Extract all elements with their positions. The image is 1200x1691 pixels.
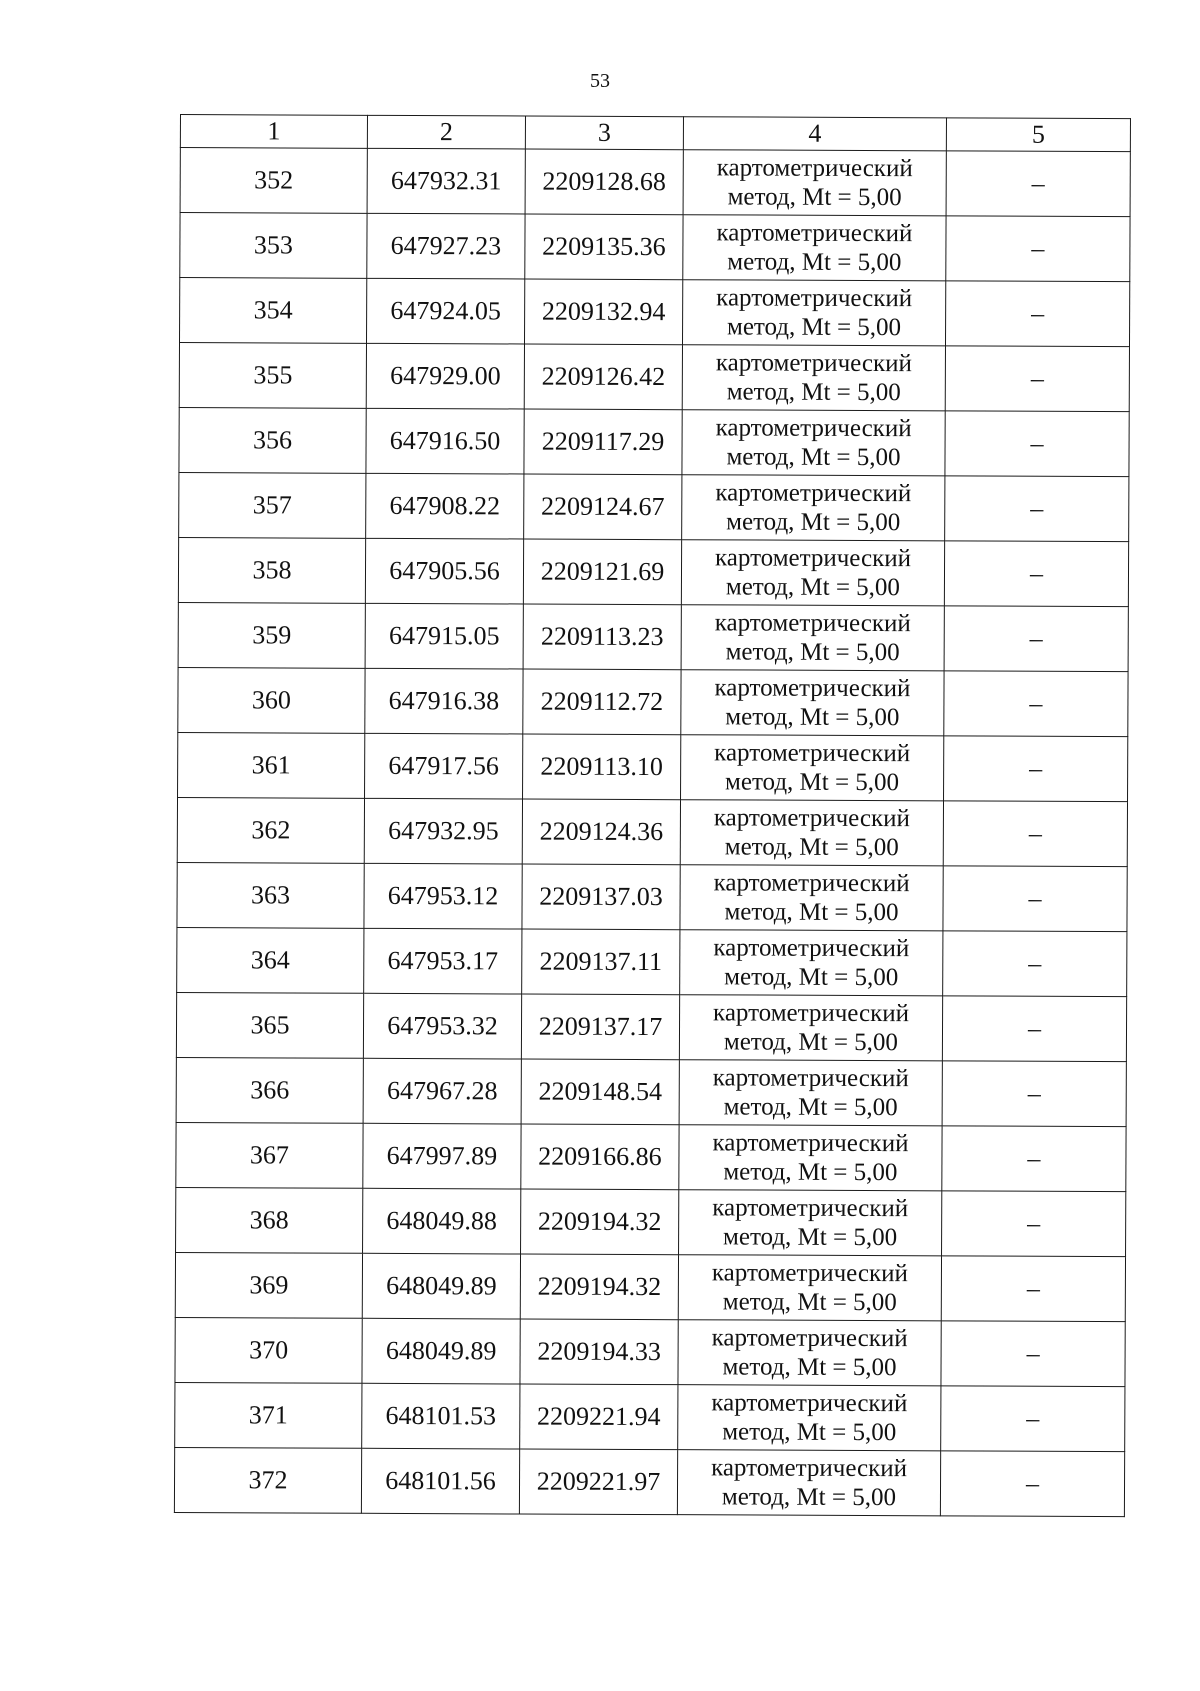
method-line-2: метод, Mt = 5,00	[725, 703, 900, 732]
y-coordinate-cell: 2209113.23	[523, 604, 681, 670]
method-cell	[682, 345, 945, 411]
method-line-1: картометрический	[713, 803, 910, 832]
x-coordinate-cell: 647929.00	[366, 343, 524, 409]
y-coordinate-cell: 2209166.86	[521, 1124, 679, 1190]
table-row	[177, 927, 1127, 996]
point-number-cell: 362	[177, 797, 364, 863]
point-number-cell: 367	[176, 1122, 363, 1188]
y-coordinate-cell: 2209117.29	[524, 409, 682, 475]
x-coordinate-cell: 647917.56	[365, 733, 523, 799]
point-number-cell: 366	[176, 1057, 363, 1123]
table-row	[174, 1447, 1124, 1516]
point-number-cell: 368	[176, 1187, 363, 1253]
method-cell	[681, 735, 944, 801]
point-number-cell: 370	[175, 1317, 362, 1383]
method-line-2: метод, Mt = 5,00	[726, 313, 902, 342]
method-cell	[680, 930, 943, 996]
method-line-1: картометрический	[712, 1063, 909, 1092]
method-line-1: картометрический	[711, 1258, 908, 1287]
table-row	[176, 1187, 1126, 1256]
method-line-1: картометрический	[716, 153, 913, 182]
point-number-cell: 356	[179, 407, 366, 473]
method-line-1: картометрический	[713, 998, 910, 1027]
table-row	[176, 1057, 1126, 1126]
point-number-cell: 359	[178, 602, 365, 668]
method-line-2: метод, Mt = 5,00	[722, 1353, 897, 1382]
method-cell	[679, 1125, 942, 1191]
note-cell: –	[940, 1451, 1124, 1517]
y-coordinate-cell: 2209126.42	[524, 344, 682, 410]
x-coordinate-cell: 648049.88	[363, 1188, 521, 1254]
point-number-cell: 354	[180, 278, 367, 344]
method-line-1: картометрический	[714, 608, 911, 637]
note-cell: –	[942, 996, 1126, 1062]
x-coordinate-cell: 647927.23	[367, 213, 525, 279]
point-number-cell: 360	[178, 667, 365, 733]
point-number-cell: 355	[179, 343, 366, 409]
method-cell	[679, 1060, 942, 1126]
column-header-2: 2	[367, 115, 525, 149]
y-coordinate-cell: 2209194.32	[521, 1189, 679, 1255]
y-coordinate-cell: 2209137.11	[522, 929, 680, 995]
point-number-cell: 363	[177, 862, 364, 928]
table-row	[177, 797, 1127, 866]
point-number-cell: 369	[175, 1252, 362, 1318]
y-coordinate-cell: 2209124.67	[524, 474, 682, 540]
method-line-2: метод, Mt = 5,00	[726, 378, 901, 407]
method-line-2: метод, Mt = 5,00	[727, 248, 902, 277]
header-row	[180, 115, 1130, 152]
method-line-1: картометрический	[715, 413, 912, 442]
note-cell: –	[943, 866, 1127, 932]
y-coordinate-cell: 2209137.17	[521, 994, 679, 1060]
table-row	[179, 472, 1129, 541]
table-row	[175, 1252, 1125, 1321]
y-coordinate-cell: 2209124.36	[522, 799, 680, 865]
y-coordinate-cell: 2209194.33	[520, 1319, 678, 1385]
table-row	[180, 213, 1130, 282]
column-header-4: 4	[683, 117, 946, 151]
x-coordinate-cell: 647953.12	[364, 863, 522, 929]
method-cell	[681, 605, 944, 671]
method-cell	[683, 150, 946, 216]
column-header-3: 3	[525, 116, 683, 150]
method-cell	[682, 280, 945, 346]
point-number-cell: 372	[174, 1447, 361, 1513]
method-line-2: метод, Mt = 5,00	[723, 1223, 898, 1252]
table-row	[179, 343, 1129, 412]
y-coordinate-cell: 2209135.36	[525, 214, 683, 280]
y-coordinate-cell: 2209148.54	[521, 1059, 679, 1125]
x-coordinate-cell: 647932.31	[367, 148, 525, 214]
y-coordinate-cell: 2209221.97	[519, 1449, 677, 1515]
method-cell	[679, 1190, 942, 1256]
note-cell: –	[944, 541, 1128, 607]
note-cell: –	[944, 736, 1128, 802]
table-row	[179, 407, 1129, 476]
method-line-1: картометрический	[711, 1453, 908, 1482]
point-number-cell: 358	[178, 537, 365, 603]
method-line-1: картометрический	[711, 1323, 908, 1352]
table-row	[178, 732, 1128, 801]
method-line-1: картометрический	[715, 348, 912, 377]
y-coordinate-cell: 2209121.69	[523, 539, 681, 605]
note-cell: –	[941, 1386, 1125, 1452]
method-line-1: картометрический	[713, 933, 910, 962]
note-cell: –	[944, 671, 1128, 737]
note-cell: –	[945, 281, 1129, 347]
method-line-2: метод, Mt = 5,00	[726, 443, 901, 472]
table-row	[176, 992, 1126, 1061]
x-coordinate-cell: 647953.17	[364, 928, 522, 994]
method-cell	[680, 800, 943, 866]
x-coordinate-cell: 647932.95	[364, 798, 522, 864]
method-line-1: картометрический	[715, 543, 912, 572]
table-row	[176, 1122, 1126, 1191]
x-coordinate-cell: 647916.50	[366, 408, 524, 474]
note-cell: –	[945, 346, 1129, 412]
table-row	[180, 148, 1130, 217]
table-row	[178, 667, 1128, 736]
method-line-2: метод, Mt = 5,00	[727, 183, 902, 212]
coordinates-table	[174, 114, 1131, 1517]
x-coordinate-cell: 648101.56	[361, 1448, 519, 1514]
note-cell: –	[945, 476, 1129, 542]
x-coordinate-cell: 648101.53	[362, 1383, 520, 1449]
method-cell	[678, 1255, 941, 1321]
y-coordinate-cell: 2209137.03	[522, 864, 680, 930]
method-line-2: метод, Mt = 5,00	[723, 1093, 898, 1122]
method-line-1: картометрический	[712, 1193, 909, 1222]
table-row	[175, 1382, 1125, 1451]
method-cell	[682, 475, 945, 541]
note-cell: –	[943, 931, 1127, 997]
point-number-cell: 371	[175, 1382, 362, 1448]
method-line-2: метод, Mt = 5,00	[725, 638, 900, 667]
method-cell	[681, 670, 944, 736]
note-cell: –	[944, 606, 1128, 672]
table-body	[174, 148, 1130, 1517]
method-line-2: метод, Mt = 5,00	[721, 1483, 897, 1512]
method-cell	[679, 995, 942, 1061]
method-line-2: метод, Mt = 5,00	[725, 573, 901, 602]
method-line-1: картометрический	[715, 478, 912, 507]
x-coordinate-cell: 647924.05	[367, 278, 525, 344]
x-coordinate-cell: 647905.56	[365, 538, 523, 604]
method-line-2: метод, Mt = 5,00	[722, 1288, 897, 1317]
y-coordinate-cell: 2209112.72	[523, 669, 681, 735]
table-row	[178, 537, 1128, 606]
note-cell: –	[942, 1126, 1126, 1192]
point-number-cell: 353	[180, 213, 367, 279]
method-line-1: картометрический	[716, 218, 913, 247]
method-line-2: метод, Mt = 5,00	[723, 1158, 898, 1187]
method-line-2: метод, Mt = 5,00	[724, 963, 899, 992]
x-coordinate-cell: 648049.89	[362, 1253, 520, 1319]
method-cell	[680, 865, 943, 931]
table-row	[178, 602, 1128, 671]
point-number-cell: 365	[176, 992, 363, 1058]
x-coordinate-cell: 647908.22	[366, 473, 524, 539]
method-line-1: картометрический	[712, 1128, 909, 1157]
y-coordinate-cell: 2209113.10	[523, 734, 681, 800]
point-number-cell: 352	[180, 148, 367, 214]
method-line-2: метод, Mt = 5,00	[724, 833, 899, 862]
x-coordinate-cell: 647916.38	[365, 668, 523, 734]
y-coordinate-cell: 2209132.94	[524, 279, 682, 345]
method-line-2: метод, Mt = 5,00	[726, 508, 901, 537]
note-cell: –	[946, 151, 1130, 217]
method-line-1: картометрический	[714, 673, 911, 702]
method-line-1: картометрический	[713, 868, 910, 897]
table-header	[180, 115, 1130, 152]
method-cell	[683, 215, 946, 281]
note-cell: –	[942, 1061, 1126, 1127]
y-coordinate-cell: 2209194.32	[520, 1254, 678, 1320]
method-line-1: картометрический	[711, 1388, 908, 1417]
note-cell: –	[946, 216, 1130, 282]
table-row	[180, 278, 1130, 347]
x-coordinate-cell: 647997.89	[363, 1123, 521, 1189]
method-line-1: картометрический	[714, 738, 911, 767]
method-line-2: метод, Mt = 5,00	[722, 1418, 897, 1447]
column-header-1: 1	[180, 115, 367, 149]
method-cell	[681, 540, 944, 606]
method-cell	[682, 410, 945, 476]
note-cell: –	[943, 801, 1127, 867]
x-coordinate-cell: 648049.89	[362, 1318, 520, 1384]
x-coordinate-cell: 647915.05	[365, 603, 523, 669]
point-number-cell: 364	[177, 927, 364, 993]
method-cell	[678, 1385, 941, 1451]
x-coordinate-cell: 647967.28	[363, 1058, 521, 1124]
y-coordinate-cell: 2209128.68	[525, 149, 683, 215]
note-cell: –	[941, 1321, 1125, 1387]
method-line-2: метод, Mt = 5,00	[724, 898, 899, 927]
table-row	[175, 1317, 1125, 1386]
method-line-2: метод, Mt = 5,00	[725, 768, 900, 797]
x-coordinate-cell: 647953.32	[363, 993, 521, 1059]
method-line-1: картометрический	[716, 283, 913, 312]
page-number: 53	[590, 70, 610, 92]
note-cell: –	[945, 411, 1129, 477]
table-row	[177, 862, 1127, 931]
method-cell	[678, 1320, 941, 1386]
note-cell: –	[941, 1256, 1125, 1322]
point-number-cell: 357	[179, 472, 366, 538]
note-cell: –	[942, 1191, 1126, 1257]
column-header-5: 5	[946, 118, 1130, 152]
point-number-cell: 361	[178, 732, 365, 798]
method-line-2: метод, Mt = 5,00	[723, 1028, 899, 1057]
method-cell	[677, 1450, 940, 1516]
y-coordinate-cell: 2209221.94	[520, 1384, 678, 1450]
